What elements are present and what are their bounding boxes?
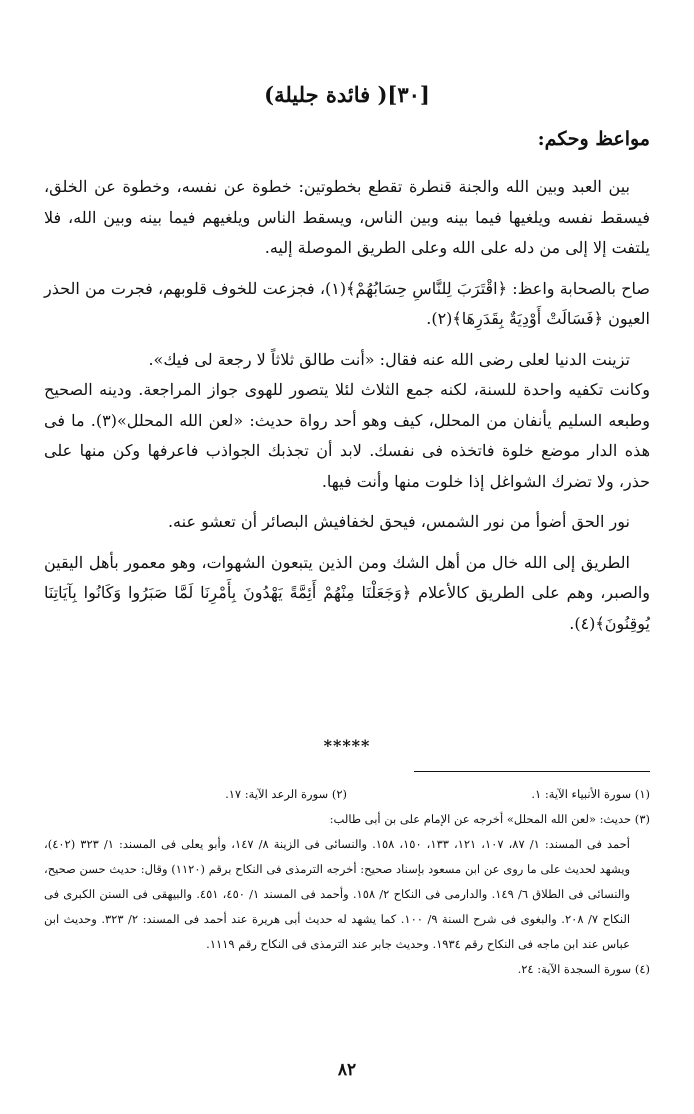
- section-heading: مواعظ وحكم:: [537, 128, 650, 150]
- section-title: [٣٠]( فائدة جليلة): [264, 82, 430, 107]
- footnote-row: [44, 782, 650, 807]
- paragraph: الطريق إلى الله خال من أهل الشك ومن الذين يتبعون الشهوات، وهو معمور بأهل اليقين والصبر، وهم على الطريق كالأعلام ﴿وَجَعَلْنَا مِنْهُمْ أَئِمَّةً يَهْدُونَ بِأَمْرِنَا لَمَّا صَبَرُوا وَكَانُوا بِآيَاتِنَا يُوقِنُونَ﴾(٤).: [44, 552, 650, 633]
- section-separator: *****: [323, 736, 371, 755]
- paragraph: نور الحق أضوأ من نور الشمس، فيحق لخفافيش البصائر أن تعشو عنه.: [167, 512, 630, 531]
- main-text: [44, 172, 650, 649]
- page-number: ٨٢: [337, 1060, 357, 1080]
- footnote-3-intro: (٣) حديث: «لعن الله المحلل» أخرجه عن الإمام على بن أبى طالب:: [329, 812, 650, 826]
- footnote-4: (٤) سورة السجدة الآية: ٢٤.: [517, 962, 650, 976]
- footnote-1: (١) سورة الأنبياء الآية: ١.: [531, 787, 650, 801]
- footnote-2: (٢) سورة الرعد الآية: ١٧.: [225, 787, 347, 801]
- footnote-divider: [414, 771, 650, 772]
- footnote-3-body: أحمد فى المسند: ١/ ٨٧، ١٠٧، ١٢١، ١٣٣، ١٥٠، ١٥٨. والنسائى فى الزينة ٨/ ١٤٧، وأبو يعلى فى المسند: ١/ ٣٢٣ (٤٠٢)، ويشهد لحديث على ما روى عن ابن مسعود بإسناد صحيح: أخرجه الترمذى فى النكاح برقم (١١٢٠) وقال: حديث حسن صحيح، والنسائى فى الطلاق ٦/ ١٤٩. والدارمى فى النكاح ٢/ ١٥٨. وأحمد فى المسند ١/ ٤٥٠، ٤٥١. والبيهقى فى السنن الكبرى فى النكاح ٧/ ٢٠٨. والبغوى فى شرح السنة ٩/ ١٠٠. كما يشهد له حديث أبى هريرة عند أحمد فى المسند: ٢/ ٣٢٣. وحديث ابن عباس عند ابن ماجه فى النكاح رقم ١٩٣٤. وحديث جابر عند الترمذى فى النكاح رقم ١١١٩.: [44, 837, 631, 951]
- paragraph: بين العبد وبين الله والجنة قنطرة تقطع بخطوتين: خطوة عن نفسه، وخطوة عن الخلق، فيسقط نفسه ويلغيها فيما بينه وبين الناس، ويسقط الناس ويلغيهم فيما بينه وبين الله، فلا يلتفت إلا إلى من دله على الله وعلى الطريق الموصلة إليه.: [44, 177, 650, 257]
- paragraph: صاح بالصحابة واعظ: ﴿اقْتَرَبَ لِلنَّاسِ حِسَابُهُمْ﴾(١)، فجزعت للخوف قلوبهم، فجرت من الحذر العيون ﴿فَسَالَتْ أَوْدِيَةٌ بِقَدَرِهَا﴾(٢).: [44, 278, 651, 328]
- footnotes: [44, 782, 650, 982]
- paragraph: وكانت تكفيه واحدة للسنة، لكنه جمع الثلاث لئلا يتصور للهوى جواز المراجعة. ودينه الصحيح وطبعه السليم يأنفان من المحلل، كيف وهو أحد رواة حديث: «لعن الله المحلل»(٣). ما فى هذه الدار موضع خلوة فاتخذه فى نفسك. لابد أن تجذبك الجواذب فاعرفها وكن منها على حذر، ولا تضرك الشواغل إذا خلوت منها وأنت فيها.: [44, 380, 650, 491]
- paragraph: تزينت الدنيا لعلى رضى الله عنه فقال: «أنت طالق ثلاثاً لا رجعة لى فيك».: [148, 349, 630, 369]
